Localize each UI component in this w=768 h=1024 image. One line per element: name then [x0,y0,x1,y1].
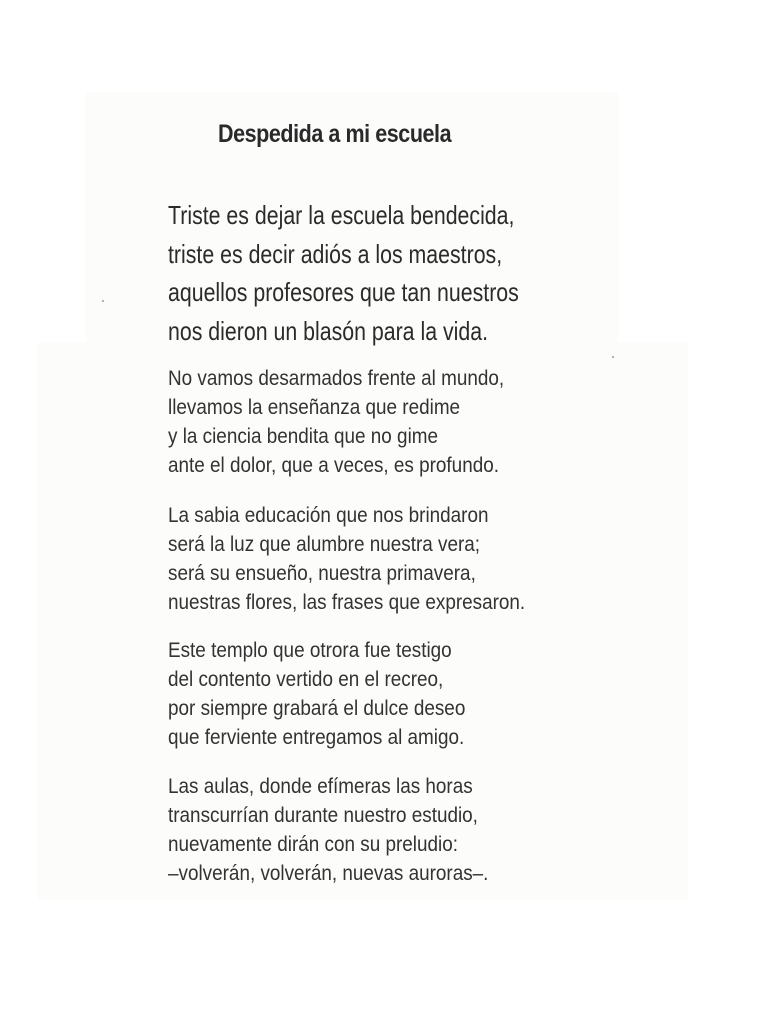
stanza-line: ante el dolor, que a veces, es profundo. [168,454,499,477]
stanza-line: por siempre grabará el dulce deseo [168,697,466,720]
stanza-line: será la luz que alumbre nuestra vera; [168,533,481,556]
stanza-line: llevamos la enseñanza que redime [168,396,461,419]
stanza-1 [168,196,519,350]
stanza-line: nos dieron un blasón para la vida. [168,315,489,346]
stanza-line: que ferviente entregamos al amigo. [168,726,465,749]
stanza-line: No vamos desarmados frente al mundo, [168,367,505,390]
stanza-line: Este templo que otrora fue testigo [168,639,452,662]
stanza-5 [168,772,488,888]
paper-speck [612,356,614,358]
stanza-line: transcurrían durante nuestro estudio, [168,804,478,827]
stanza-line: Triste es dejar la escuela bendecida, [168,200,515,230]
stanza-line: La sabia educación que nos brindaron [168,504,489,527]
stanza-line: será su ensueño, nuestra primavera, [168,562,476,585]
stanza-line: del contento vertido en el recreo, [168,668,444,691]
stanza-4 [168,636,465,752]
stanza-2 [168,364,504,480]
stanza-line: nuestras flores, las frases que expresaron. [168,591,526,614]
stanza-line: triste es decir adiós a los maestros, [168,238,503,269]
paper-speck [102,300,104,302]
stanza-line: aquellos profesores que tan nuestros [168,277,519,307]
stanza-3 [168,501,525,617]
stanza-line: –volverán, volverán, nuevas auroras–. [168,862,489,885]
poem-title: Despedida a mi escuela [218,120,452,148]
stanza-line: nuevamente dirán con su preludio: [168,833,458,856]
stanza-line: Las aulas, donde efímeras las horas [168,775,473,798]
stanza-line: y la ciencia bendita que no gime [168,425,439,448]
